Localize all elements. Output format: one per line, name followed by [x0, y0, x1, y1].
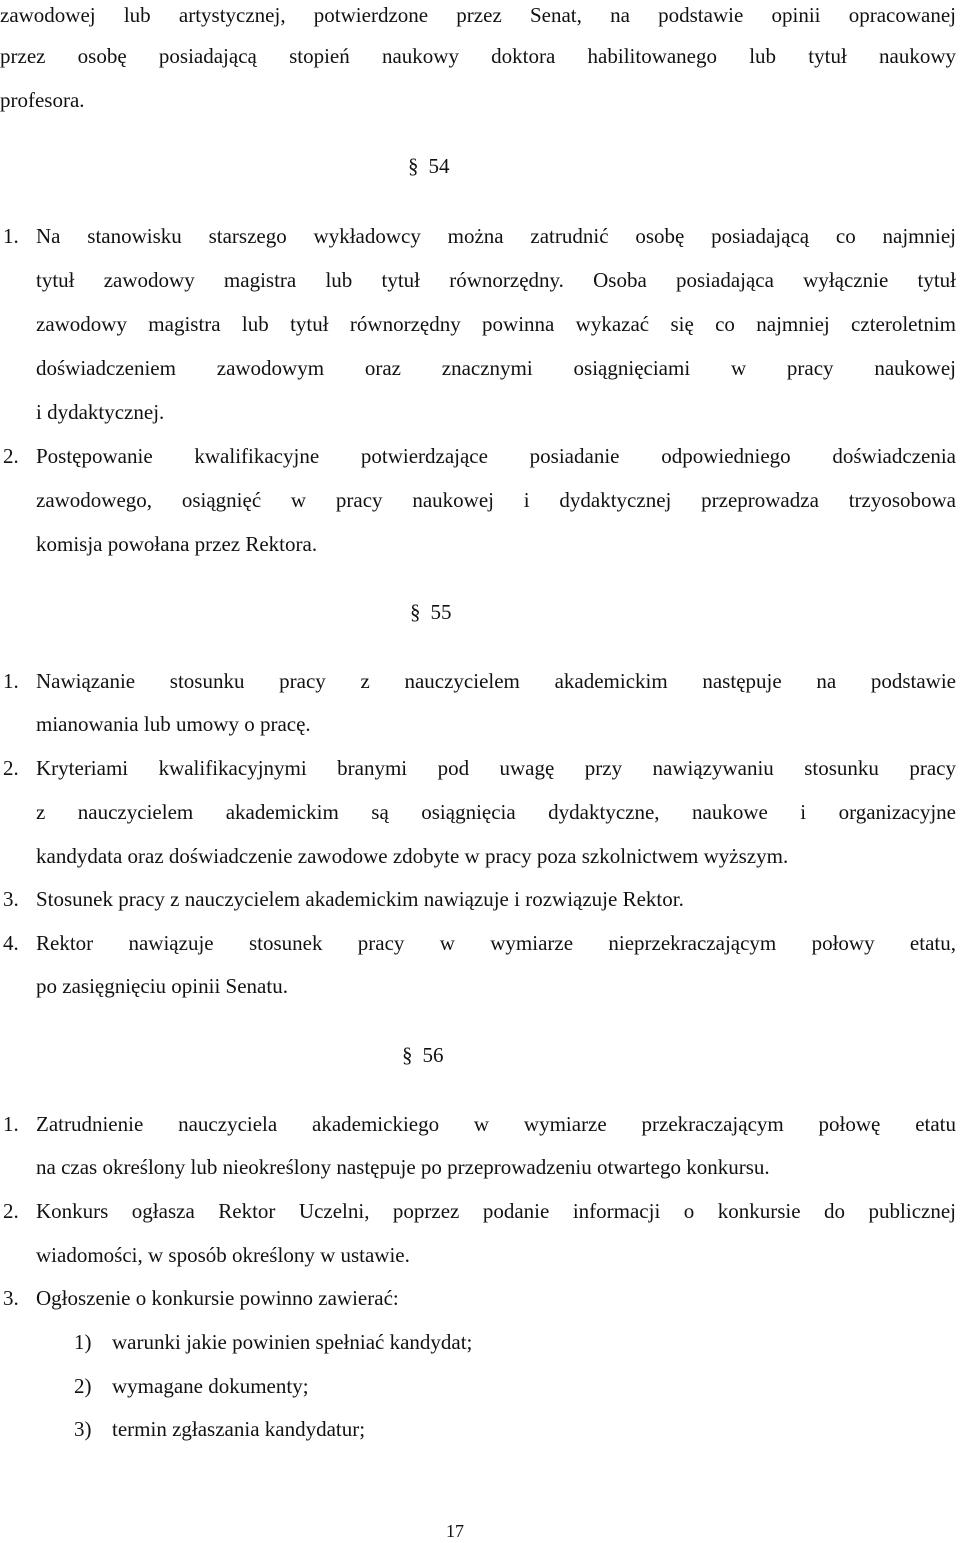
section-symbol: §	[410, 600, 421, 624]
item-number: 2.	[3, 444, 19, 468]
subitem-text: termin zgłaszania kandydatur;	[112, 1417, 366, 1441]
item-line: zawodowy magistra lub tytuł równorzędny powinna wykazać się co najmniej czteroletnim	[36, 312, 956, 336]
item-number: 4.	[3, 931, 19, 955]
item-line: Rektor nawiązuje stosunek pracy w wymiarze nieprzekraczającym połowy etatu,	[36, 931, 956, 955]
subitem-text: wymagane dokumenty;	[112, 1374, 309, 1398]
subitem-text: warunki jakie powinien spełniać kandydat;	[112, 1330, 473, 1354]
item-number: 1.	[3, 1112, 19, 1136]
item-line: doświadczeniem zawodowym oraz znacznymi osiągnięciami w pracy naukowej	[36, 356, 956, 380]
section-heading-54	[408, 151, 450, 181]
item-line: Zatrudnienie nauczyciela akademickiego w wymiarze przekraczającym połowę etatu	[36, 1112, 956, 1136]
item-line: komisja powołana przez Rektora.	[36, 532, 318, 556]
section-number: 55	[430, 600, 452, 624]
subitem-number: 1)	[74, 1330, 92, 1354]
item-line: mianowania lub umowy o pracę.	[36, 712, 311, 736]
item-line: Postępowanie kwalifikacyjne potwierdzające posiadanie odpowiedniego doświadczenia	[36, 444, 956, 468]
item-line: z nauczycielem akademickim są osiągnięcia dydaktyczne, naukowe i organizacyjne	[36, 800, 956, 824]
item-number: 2.	[3, 756, 19, 780]
item-line: kandydata oraz doświadczenie zawodowe zdobyte w pracy poza szkolnictwem wyższym.	[36, 844, 789, 868]
item-line: po zasięgnięciu opinii Senatu.	[36, 974, 288, 998]
intro-line: zawodowej lub artystycznej, potwierdzone przez Senat, na podstawie opinii opracowanej	[0, 3, 956, 27]
item-line: wiadomości, w sposób określony w ustawie.	[36, 1243, 410, 1267]
subitem-number: 2)	[74, 1374, 92, 1398]
section-symbol: §	[402, 1043, 413, 1067]
item-line: Na stanowisku starszego wykładowcy można zatrudnić osobę posiadającą co najmniej	[36, 224, 956, 248]
section-number: 56	[422, 1043, 444, 1067]
item-line: Nawiązanie stosunku pracy z nauczycielem akademickim następuje na podstawie	[36, 669, 956, 693]
item-line: i dydaktycznej.	[36, 400, 165, 424]
item-line: Konkurs ogłasza Rektor Uczelni, poprzez podanie informacji o konkursie do publicznej	[36, 1199, 956, 1223]
item-line: Stosunek pracy z nauczycielem akademickim nawiązuje i rozwiązuje Rektor.	[36, 887, 684, 911]
subitem-number: 3)	[74, 1417, 92, 1441]
section-symbol: §	[408, 154, 419, 178]
item-line: tytuł zawodowy magistra lub tytuł równorzędny. Osoba posiadająca wyłącznie tytuł	[36, 268, 956, 292]
section-number: 54	[428, 154, 450, 178]
item-number: 1.	[3, 669, 19, 693]
section-heading-55	[410, 597, 452, 627]
intro-line: przez osobę posiadającą stopień naukowy doktora habilitowanego lub tytuł naukowy	[0, 44, 956, 68]
intro-line: profesora.	[0, 88, 85, 112]
item-number: 2.	[3, 1199, 19, 1223]
item-line: Kryteriami kwalifikacyjnymi branymi pod uwagę przy nawiązywaniu stosunku pracy	[36, 756, 956, 780]
item-number: 3.	[3, 887, 19, 911]
item-number: 1.	[3, 224, 19, 248]
item-line: Ogłoszenie o konkursie powinno zawierać:	[36, 1286, 399, 1310]
page-number: 17	[446, 1521, 464, 1541]
section-heading-56	[402, 1040, 444, 1070]
item-line: na czas określony lub nieokreślony następuje po przeprowadzeniu otwartego konkursu.	[36, 1155, 770, 1179]
item-number: 3.	[3, 1286, 19, 1310]
item-line: zawodowego, osiągnięć w pracy naukowej i dydaktycznej przeprowadza trzyosobowa	[36, 488, 956, 512]
